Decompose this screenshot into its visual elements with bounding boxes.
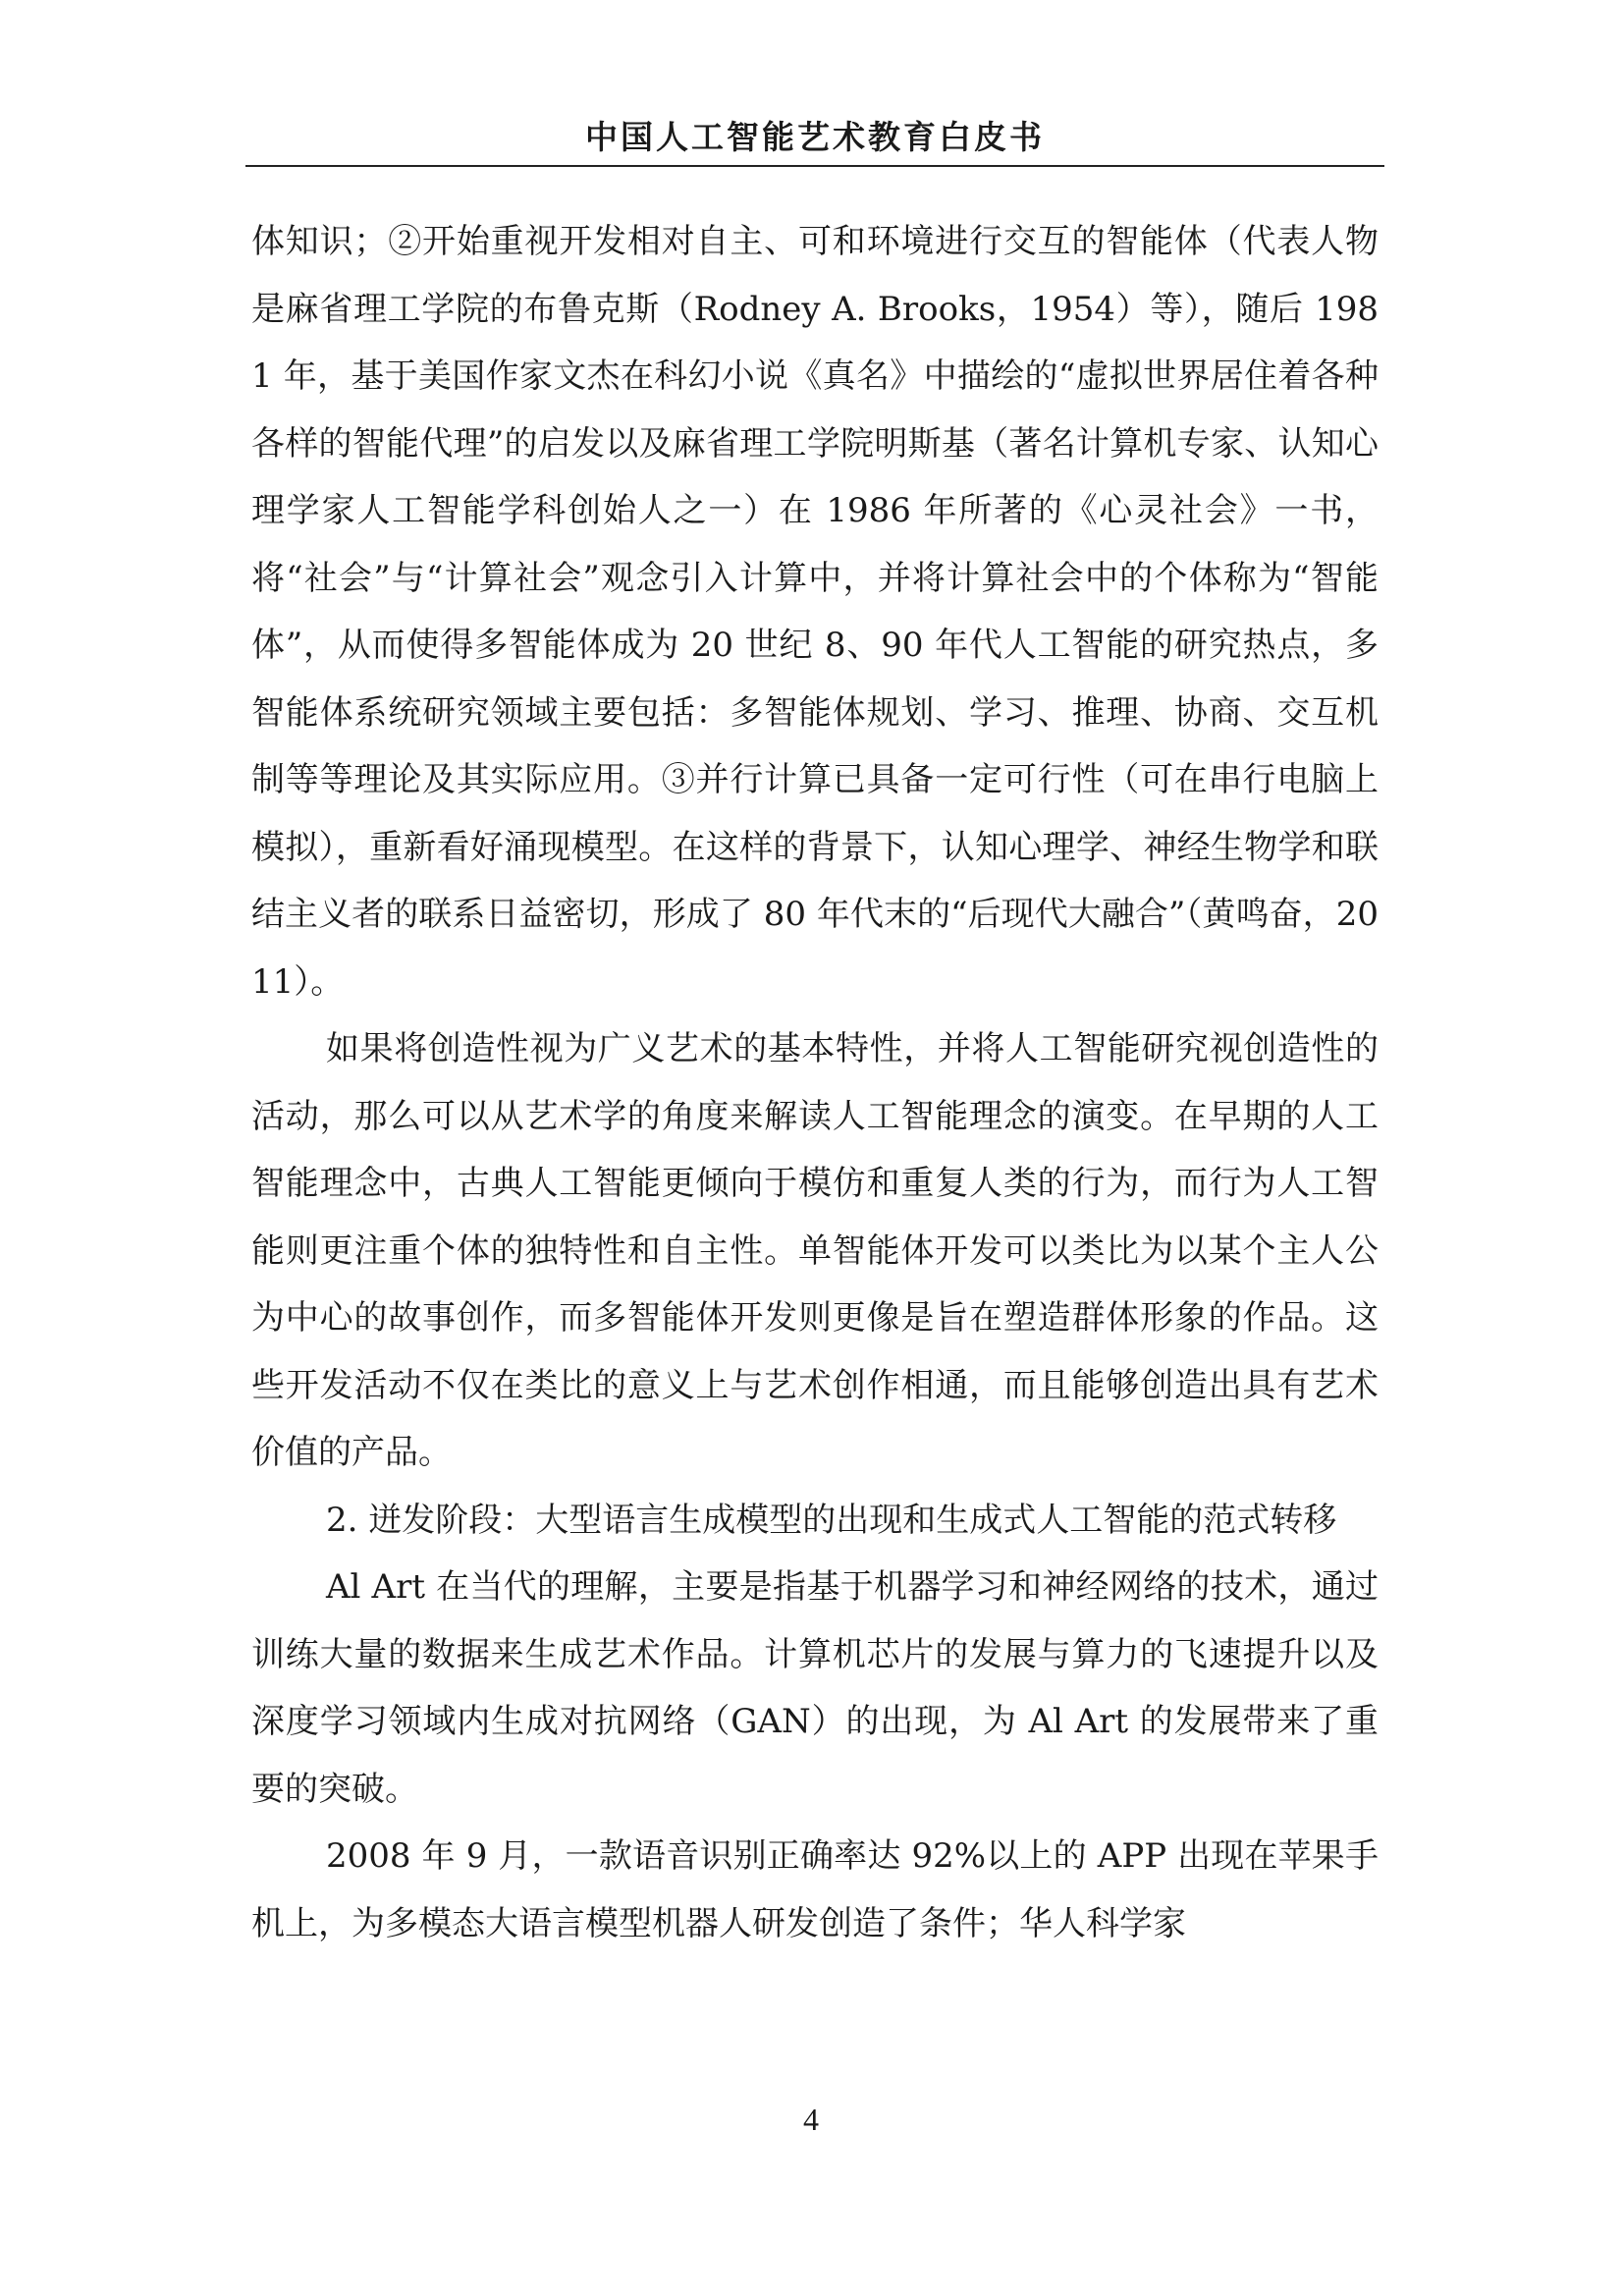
paragraph-continuation: 体知识；②开始重视开发相对自主、可和环境进行交互的智能体（代表人物是麻省理工学院的布鲁克斯（Rodney A. Brooks，1954）等），随后 1981 年，基于美国作家文杰在科幻小说《真名》中描绘的“虚拟世界居住着各种各样的智能代理”的启发以及麻省理工学院明斯基（著名计算机专家、认知心理学家人工智能学科创始人之一）在 1986 年所著的《心灵社会》一书，将“社会”与“计算社会”观念引入计算中，并将计算社会中的个体称为“智能体”，从而使得多智能体成为 20 世纪 8、90 年代人工智能的研究热点，多智能体系统研究领域主要包括：多智能体规划、学习、推理、协商、交互机制等等理论及其实际应用。③并行计算已具备一定可行性（可在串行电脑上模拟），重新看好涌现模型。在这样的背景下，认知心理学、神经生物学和联结主义者的联系日益密切，形成了 80 年代末的“后现代大融合”（黄鸣奋，2011）。 bbox=[251, 222, 1379, 1002]
page-number: 4 bbox=[803, 2102, 819, 2137]
paragraph-creativity: 如果将创造性视为广义艺术的基本特性，并将人工智能研究视创造性的活动，那么可以从艺术学的角度来解读人工智能理念的演变。在早期的人工智能理念中，古典人工智能更倾向于模仿和重复人类的行为，而行为人工智能则更注重个体的独特性和自主性。单智能体开发可以类比为以某个主人公为中心的故事创作，而多智能体开发则更像是旨在塑造群体形象的作品。这些开发活动不仅在类比的意义上与艺术创作相通，而且能够创造出具有艺术价值的产品。 bbox=[251, 1029, 1379, 1472]
running-header: 中国人工智能艺术教育白皮书 bbox=[585, 118, 1045, 156]
paragraph-ai-art: Al Art 在当代的理解，主要是指基于机器学习和神经网络的技术，通过训练大量的数据来生成艺术作品。计算机芯片的发展与算力的飞速提升以及深度学习领域内生成对抗网络（GAN）的出现，为 Al Art 的发展带来了重要的突破。 bbox=[251, 1567, 1379, 1809]
section-heading-burst-stage: 2. 迸发阶段：大型语言生成模型的出现和生成式人工智能的范式转移 bbox=[326, 1500, 1337, 1540]
paragraph-2008: 2008 年 9 月，一款语音识别正确率达 92%以上的 APP 出现在苹果手机上，为多模态大语言模型机器人研发创造了条件；华人科学家 bbox=[251, 1836, 1379, 1943]
header-rule bbox=[245, 165, 1384, 167]
body-text bbox=[251, 208, 1379, 1957]
